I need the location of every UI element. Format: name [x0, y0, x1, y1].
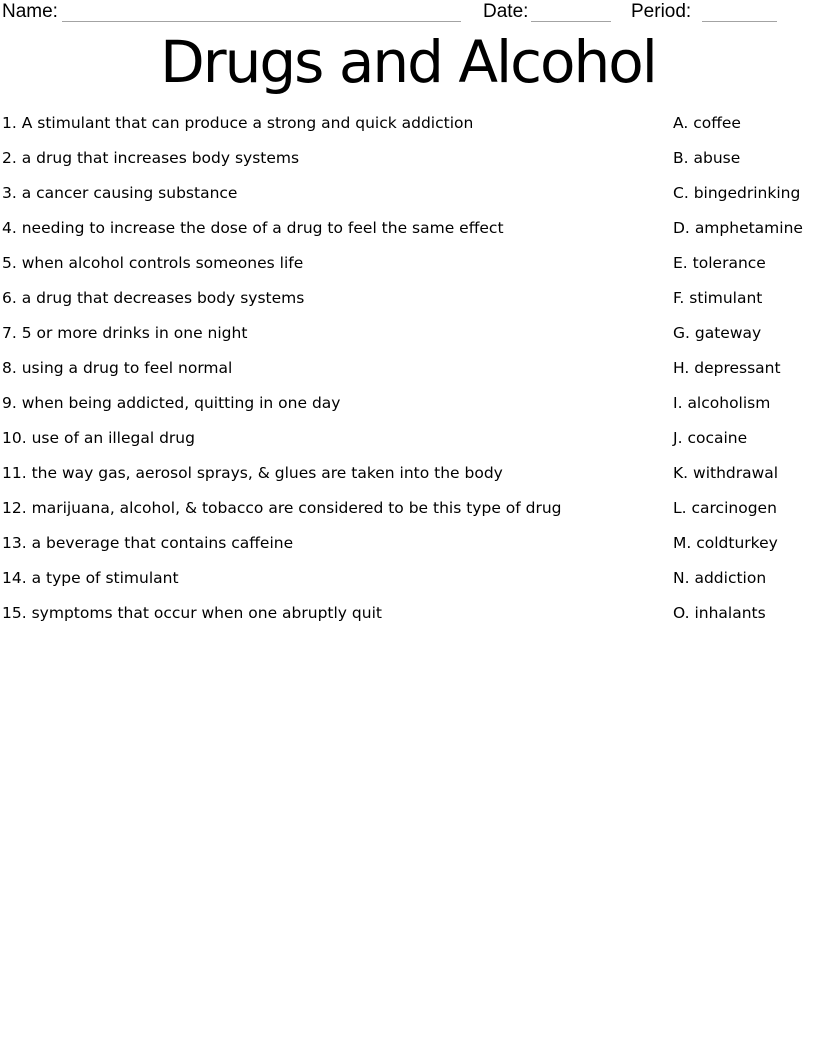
answer-letter: O. — [673, 603, 690, 622]
matching-row — [0, 175, 816, 210]
answer-letter: G. — [673, 323, 690, 342]
answer-item — [673, 184, 816, 202]
matching-row — [0, 490, 816, 525]
answer-letter: D. — [673, 218, 690, 237]
question-number: 7. — [2, 323, 17, 342]
question-number: 15. — [2, 603, 27, 622]
answer-letter: C. — [673, 183, 689, 202]
question-item — [0, 429, 673, 447]
question-item — [0, 254, 673, 272]
question-number: 5. — [2, 253, 17, 272]
question-text: a type of stimulant — [31, 568, 179, 587]
answer-letter: A. — [673, 113, 689, 132]
matching-row — [0, 595, 816, 630]
answer-letter: I. — [673, 393, 683, 412]
question-text: 5 or more drinks in one night — [21, 323, 248, 342]
answer-item — [673, 464, 816, 482]
name-label: Name: — [2, 1, 58, 22]
question-text: the way gas, aerosol sprays, & glues are taken into the body — [31, 463, 503, 482]
question-number: 10. — [2, 428, 27, 447]
answer-text: inhalants — [694, 603, 766, 622]
question-item — [0, 499, 673, 517]
question-number: 14. — [2, 568, 27, 587]
question-number: 8. — [2, 358, 17, 377]
matching-row — [0, 385, 816, 420]
answer-letter: B. — [673, 148, 689, 167]
answer-letter: L. — [673, 498, 687, 517]
answer-item — [673, 534, 816, 552]
answer-item — [673, 114, 816, 132]
question-text: A stimulant that can produce a strong and quick addiction — [21, 113, 474, 132]
answer-text: addiction — [694, 568, 767, 587]
answer-letter: E. — [673, 253, 688, 272]
answer-text: depressant — [694, 358, 781, 377]
worksheet-header — [0, 0, 816, 28]
page-title: Drugs and Alcohol — [160, 28, 656, 96]
answer-letter: H. — [673, 358, 690, 377]
question-number: 12. — [2, 498, 27, 517]
matching-row — [0, 105, 816, 140]
period-label: Period: — [631, 1, 692, 22]
question-text: a cancer causing substance — [21, 183, 238, 202]
question-text: when being addicted, quitting in one day — [21, 393, 341, 412]
date-blank-line — [531, 0, 611, 22]
answer-text: carcinogen — [691, 498, 777, 517]
answer-text: withdrawal — [693, 463, 779, 482]
question-item — [0, 324, 673, 342]
question-number: 2. — [2, 148, 17, 167]
matching-row — [0, 525, 816, 560]
answer-item — [673, 359, 816, 377]
answer-text: tolerance — [692, 253, 766, 272]
matching-row — [0, 210, 816, 245]
matching-row — [0, 280, 816, 315]
question-text: a beverage that contains caffeine — [31, 533, 294, 552]
question-item — [0, 604, 673, 622]
answer-item — [673, 254, 816, 272]
question-item — [0, 289, 673, 307]
answer-letter: F. — [673, 288, 685, 307]
matching-list — [0, 105, 816, 630]
period-blank-line — [702, 0, 777, 22]
answer-text: alcoholism — [687, 393, 771, 412]
answer-item — [673, 429, 816, 447]
answer-text: coldturkey — [696, 533, 778, 552]
matching-row — [0, 315, 816, 350]
question-number: 13. — [2, 533, 27, 552]
question-item — [0, 569, 673, 587]
question-item — [0, 149, 673, 167]
question-number: 4. — [2, 218, 17, 237]
question-number: 6. — [2, 288, 17, 307]
answer-item — [673, 219, 816, 237]
answer-text: coffee — [693, 113, 741, 132]
question-number: 9. — [2, 393, 17, 412]
answer-letter: M. — [673, 533, 692, 552]
matching-row — [0, 140, 816, 175]
answer-text: stimulant — [689, 288, 763, 307]
question-item — [0, 219, 673, 237]
answer-text: abuse — [693, 148, 741, 167]
answer-item — [673, 604, 816, 622]
question-text: using a drug to feel normal — [21, 358, 233, 377]
answer-text: cocaine — [687, 428, 748, 447]
question-text: use of an illegal drug — [31, 428, 195, 447]
answer-letter: J. — [673, 428, 683, 447]
matching-row — [0, 350, 816, 385]
answer-text: bingedrinking — [693, 183, 801, 202]
question-number: 1. — [2, 113, 17, 132]
answer-letter: K. — [673, 463, 689, 482]
question-item — [0, 359, 673, 377]
matching-row — [0, 455, 816, 490]
question-item — [0, 114, 673, 132]
question-text: a drug that increases body systems — [21, 148, 300, 167]
name-blank-line — [62, 0, 461, 22]
question-text: a drug that decreases body systems — [21, 288, 305, 307]
answer-text: gateway — [694, 323, 762, 342]
date-label: Date: — [483, 1, 529, 22]
matching-row — [0, 560, 816, 595]
question-item — [0, 534, 673, 552]
question-item — [0, 394, 673, 412]
answer-item — [673, 149, 816, 167]
answer-item — [673, 499, 816, 517]
question-text: when alcohol controls someones life — [21, 253, 304, 272]
question-item — [0, 464, 673, 482]
question-text: needing to increase the dose of a drug to feel the same effect — [21, 218, 504, 237]
question-item — [0, 184, 673, 202]
question-text: symptoms that occur when one abruptly quit — [31, 603, 382, 622]
answer-item — [673, 569, 816, 587]
answer-item — [673, 324, 816, 342]
answer-text: amphetamine — [694, 218, 803, 237]
answer-item — [673, 394, 816, 412]
matching-row — [0, 245, 816, 280]
answer-item — [673, 289, 816, 307]
question-number: 3. — [2, 183, 17, 202]
question-text: marijuana, alcohol, & tobacco are considered to be this type of drug — [31, 498, 562, 517]
answer-letter: N. — [673, 568, 690, 587]
matching-row — [0, 420, 816, 455]
question-number: 11. — [2, 463, 27, 482]
